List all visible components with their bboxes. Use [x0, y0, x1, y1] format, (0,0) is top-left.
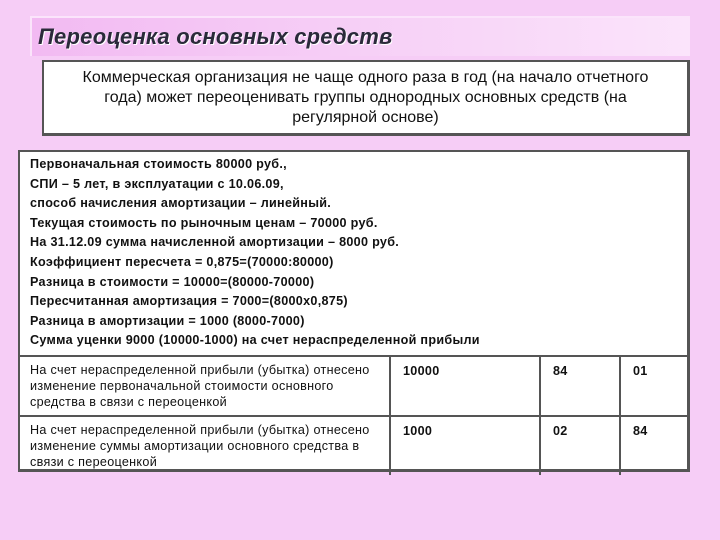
- example-line: Пересчитанная амортизация = 7000=(8000х0,875): [30, 294, 348, 309]
- entry-credit: 01: [620, 356, 687, 416]
- example-line: Разница в амортизации = 1000 (8000-7000): [30, 313, 305, 328]
- journal-entries-table: [20, 355, 687, 475]
- example-line: На 31.12.09 сумма начисленной амортизации – 8000 руб.: [30, 235, 400, 250]
- example-line: СПИ – 5 лет, в эксплуатации с 10.06.09,: [30, 176, 284, 191]
- rule-text: Коммерческая организация не чаще одного раза в год (на начало отчетного года) может переоценивать группы однородных основных средств (на регулярной основе): [82, 68, 649, 126]
- entry-credit: 84: [620, 416, 687, 475]
- rule-box: [42, 60, 690, 136]
- entry-debit: 84: [540, 356, 620, 416]
- entry-amount: 1000: [390, 416, 540, 475]
- example-line: Текущая стоимость по рыночным ценам – 70000 руб.: [30, 215, 378, 230]
- example-line: Коэффициент пересчета = 0,875=(70000:80000): [30, 254, 334, 269]
- entry-amount: 10000: [390, 356, 540, 416]
- example-box: [18, 150, 690, 472]
- entry-debit: 02: [540, 416, 620, 475]
- table-row: [20, 416, 687, 475]
- table-row: [20, 356, 687, 416]
- example-line: Первоначальная стоимость 80000 руб.,: [30, 157, 287, 171]
- example-lines: [20, 152, 687, 351]
- entry-description: На счет нераспределенной прибыли (убытка) отнесено изменение суммы амортизации основного средства в связи с переоценкой: [20, 416, 390, 475]
- example-line: Разница в стоимости = 10000=(80000-70000): [30, 274, 315, 289]
- slide-title: Переоценка основных средств: [38, 24, 393, 49]
- example-line: Сумма уценки 9000 (10000-1000) на счет нераспределенной прибыли: [30, 333, 480, 348]
- entry-description: На счет нераспределенной прибыли (убытка) отнесено изменение первоначальной стоимости основного средства в связи с переоценкой: [20, 356, 390, 416]
- example-line: способ начисления амортизации – линейный.: [30, 196, 332, 211]
